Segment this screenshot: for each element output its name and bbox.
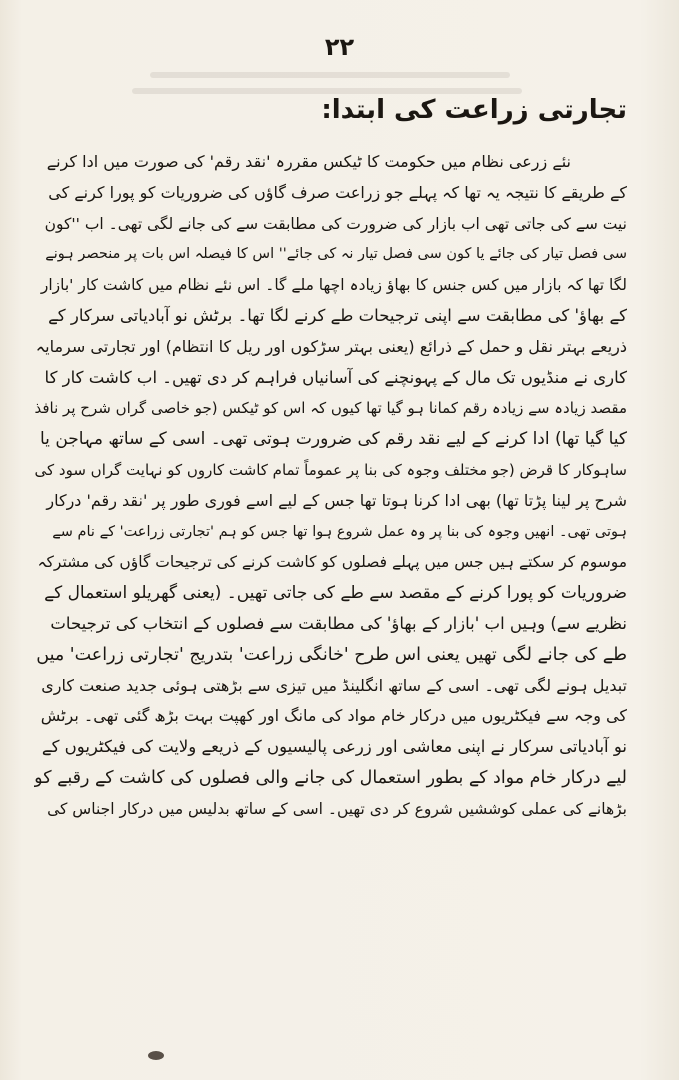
page-number: ۲۲: [324, 33, 355, 61]
text-line: نیت سے کی جاتی تھی اب بازار کی ضرورت کی مطابقت سے کی جانے لگی تھی۔ اب ''کون: [44, 214, 627, 233]
text-line: سی فصل تیار کی جائے یا کون سی فصل تیار نہ کی جائے'' اس کا فیصلہ اس بات پر منحصر ہونے: [45, 246, 627, 263]
text-line: کیا گیا تھا) ادا کرنے کے لیے نقد رقم کی ضرورت ہوتی تھی۔ اسی کے ساتھ مہاجن یا: [40, 429, 627, 450]
text-line: لگا تھا کہ بازار میں کس جنس کا بھاؤ زیادہ اچھا ملے گا۔ اس نئے نظام میں کاشت کار 'بازار: [40, 276, 627, 295]
text-line: مقصد زیادہ سے زیادہ رقم کمانا ہو گیا تھا کیوں کہ اس کو ٹیکس (جو خاصی گراں شرح پر نافذ: [34, 399, 627, 418]
text-line: کے بھاؤ' کی مطابقت سے اپنی ترجیحات طے کرنے لگا تھا۔ برٹش نو آبادیاتی سرکار کے: [48, 305, 627, 325]
text-line: لیے درکار خام مواد کے بطور استعمال کی جانے والی فصلوں کی کاشت کے رقبے کو: [34, 767, 627, 788]
text-line: نظریے سے) وہیں اب 'بازار کے بھاؤ' کی مطابقت سے فصلوں کے انتخاب کی ترجیحات: [50, 613, 627, 633]
text-line: شرح پر لینا پڑتا تھا) بھی ادا کرنا ہوتا تھا جس کے لیے اسے فوری طور پر 'نقد رقم' درکار: [46, 490, 627, 510]
text-line: کی وجہ سے فیکٹریوں میں درکار خام مواد کی مانگ اور کھپت بہت بڑھ گئی تھی۔ برٹش: [40, 706, 627, 726]
text-line: بڑھانے کی عملی کوششیں شروع کر دی تھیں۔ اسی کے ساتھ بدلیس میں درکار اجناس کی: [47, 799, 627, 818]
text-line: تبدیل ہونے لگی تھی۔ اسی کے ساتھ انگلینڈ میں تیزی سے بڑھتی ہوئی جدید صنعت کاری: [41, 675, 627, 695]
text-line: ذریعے بہتر نقل و حمل کے ذرائع (یعنی بہتر سڑکوں اور ریل کا انتظام) اور تجارتی سرمایہ: [35, 336, 627, 356]
text-line: کاری نے منڈیوں تک مال کے پہونچنے کی آسانیاں فراہم کر دی تھیں۔ اب کاشت کار کا: [44, 367, 627, 387]
section-heading: تجارتی زراعت کی ابتدا:: [321, 95, 627, 125]
body-paragraph: [34, 147, 627, 825]
text-line: کے طریقے کا نتیجہ یہ تھا کہ پہلے جو زراعت صرف گاؤں کی ضروریات کو پورا کرنے کی: [48, 182, 627, 202]
text-line: نئے زرعی نظام میں حکومت کا ٹیکس مقررہ 'نقد رقم' کی صورت میں ادا کرنے: [46, 152, 571, 171]
text-line: نو آبادیاتی سرکار نے اپنی معاشی اور زرعی پالیسیوں کے ذریعے ولایت کی فیکٹریوں کے: [41, 737, 627, 757]
ink-smudge: [148, 1051, 164, 1060]
text-line: موسوم کر سکتے ہیں جس میں پہلے فصلوں کو کاشت کرنے کی ترجیحات گاؤں کی مشترکہ: [37, 553, 627, 572]
text-line: ہوتی تھی۔ انھیں وجوہ کی بنا پر وہ عمل شروع ہوا تھا جس کو ہم 'تجارتی زراعت' کے نام سے: [52, 523, 627, 540]
text-line: ضروریات کو پورا کرنے کے مقصد سے طے کی جاتی تھیں۔ (یعنی گھریلو استعمال کے: [44, 583, 627, 604]
text-line: طے کی جانے لگی تھیں یعنی اس طرح 'خانگی زراعت' بتدریج 'تجارتی زراعت' میں: [36, 644, 627, 665]
text-line: ساہوکار کا قرض (جو مختلف وجوہ کی بنا پر عموماً تمام کاشت کاروں کو نہایت گراں سود کی: [34, 460, 627, 479]
